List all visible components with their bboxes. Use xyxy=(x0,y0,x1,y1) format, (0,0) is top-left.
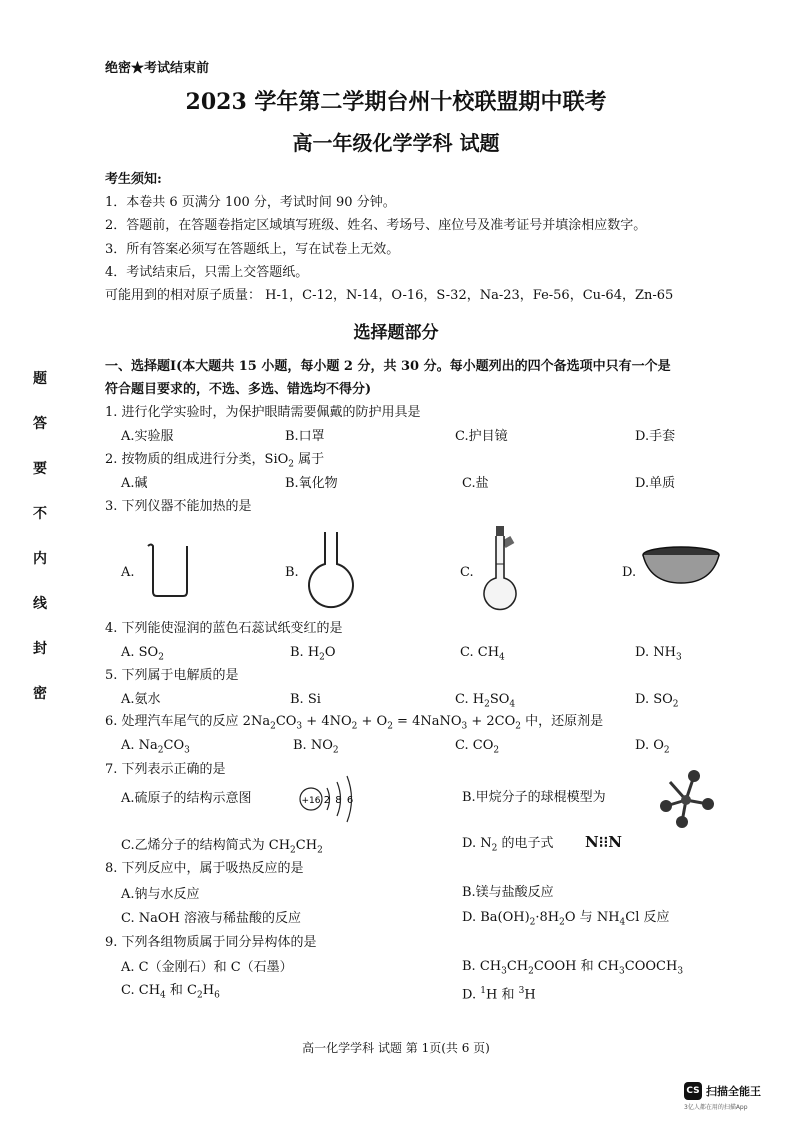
notice-heading: 考生须知: xyxy=(105,172,162,187)
option-b: B.甲烷分子的球棍模型为 xyxy=(462,790,606,805)
option-d: D.手套 xyxy=(635,429,676,444)
seal-char: 密 xyxy=(33,686,47,702)
seal-char: 封 xyxy=(33,641,47,657)
option-c: C. $CH_4$ 和 $C_2H_6$ xyxy=(121,983,220,1001)
watermark-tagline: 3亿人都在用的扫描App xyxy=(684,1104,748,1111)
round-bottom-flask-icon xyxy=(300,530,362,610)
option-a: A.实验服 xyxy=(121,429,174,444)
exam-subtitle: 高一年级化学学科 试题 xyxy=(292,131,500,155)
sulfur-atom-diagram xyxy=(295,770,365,830)
option-b: B. xyxy=(285,565,299,580)
page-footer: 高一化学学科 试题 第 1页(共 6 页) xyxy=(302,1041,490,1055)
option-a: A. C（金刚石）和 C（石墨） xyxy=(121,960,293,975)
confidential-label: 绝密★考试结束前 xyxy=(105,61,210,76)
question-stem: 6. 处理汽车尾气的反应 $2Na_2CO_3 + 4NO_2 + O_2$ = 4NaNO$_3$ + $2CO_2$ 中，还原剂是 xyxy=(105,714,604,732)
option-d: D. $N_2$ 的电子式 xyxy=(462,836,554,854)
evaporating-dish-icon xyxy=(640,545,722,587)
option-c: C. $CH_4$ xyxy=(460,645,505,663)
option-a: A.氨水 xyxy=(121,692,161,707)
seal-char: 题 xyxy=(33,371,47,387)
question-stem: 5. 下列属于电解质的是 xyxy=(105,668,239,683)
option-b: B. Si xyxy=(290,692,321,707)
option-a: A.碱 xyxy=(121,476,148,491)
atomic-masses: 可能用到的相对原子质量： H-1，C-12，N-14，O-16，S-32，Na-23，Fe-56，Cu-64，Zn-65 xyxy=(105,288,674,303)
option-a: A.钠与水反应 xyxy=(121,887,200,902)
option-a: A.硫原子的结构示意图 xyxy=(121,791,252,806)
option-d: D. $Ba(OH)_2\cdot 8H_2O$ 与 $NH_4Cl$ 反应 xyxy=(462,910,670,928)
option-b: B.镁与盐酸反应 xyxy=(462,885,554,900)
option-c: C. $H_2SO_4$ xyxy=(455,692,516,710)
option-b: B. $NO_2$ xyxy=(293,738,339,756)
option-b: B. $CH_3CH_2COOH$ 和 $CH_3COOCH_3$ xyxy=(462,959,684,977)
question-stem: 7. 下列表示正确的是 xyxy=(105,762,226,777)
question-stem: 3. 下列仪器不能加热的是 xyxy=(105,499,252,514)
option-b: B.口罩 xyxy=(285,429,325,444)
seal-char: 线 xyxy=(33,596,47,612)
option-c: C. $CO_2$ xyxy=(455,738,500,756)
camscanner-watermark xyxy=(684,1080,788,1114)
option-d: D. $NH_3$ xyxy=(635,645,682,663)
option-d: D. $^1$H 和 $^3$H xyxy=(462,986,536,1003)
nitrogen-electron-formula: N⁝⁝N xyxy=(585,833,622,851)
option-c: C.乙烯分子的结构简式为 $CH_2CH_2$ xyxy=(121,838,323,856)
exam-title: 2023 学年第二学期台州十校联盟期中联考 xyxy=(185,89,607,115)
notice-item: 3．所有答案必须写在答题纸上，写在试卷上无效。 xyxy=(105,242,400,257)
option-d: D. $O_2$ xyxy=(635,738,670,756)
option-a: A. $Na_2CO_3$ xyxy=(121,738,190,756)
question-stem: 9. 下列各组物质属于同分异构体的是 xyxy=(105,935,317,950)
question-stem: 4. 下列能使湿润的蓝色石蕊试纸变红的是 xyxy=(105,621,343,636)
option-c: C. xyxy=(460,565,474,580)
notice-item: 1．本卷共 6 页满分 100 分，考试时间 90 分钟。 xyxy=(105,195,396,210)
seal-char: 要 xyxy=(33,461,47,477)
part-one-instructions: 一、选择题I(本大题共 15 小题，每小题 2 分，共 30 分。每小题列出的四个备选项中只有一个是 xyxy=(105,359,671,374)
beaker-icon xyxy=(145,540,195,598)
option-d: D. $SO_2$ xyxy=(635,692,679,710)
option-d: D.单质 xyxy=(635,476,676,491)
nucleus-charge: +16 xyxy=(301,796,321,806)
part-one-instructions: 符合题目要求的，不选、多选、错选均不得分) xyxy=(105,382,372,397)
watermark-name: 扫描全能王 xyxy=(706,1085,761,1098)
option-c: C.盐 xyxy=(462,476,489,491)
option-a: A. xyxy=(121,565,135,580)
question-stem: 2. 按物质的组成进行分类，SiO$_2$ 属于 xyxy=(105,452,325,470)
notice-item: 2．答题前，在答题卷指定区域填写班级、姓名、考场号、座位号及准考证号并填涂相应数字。 xyxy=(105,218,647,233)
seal-char: 内 xyxy=(33,551,47,567)
notice-item: 4．考试结束后，只需上交答题纸。 xyxy=(105,265,309,280)
seal-char: 不 xyxy=(33,506,47,522)
option-b: B. $H_2O$ xyxy=(290,645,336,663)
camscanner-logo-icon: CS xyxy=(684,1082,702,1100)
seal-char: 答 xyxy=(33,416,47,432)
question-stem: 8. 下列反应中，属于吸热反应的是 xyxy=(105,861,304,876)
option-c: C. NaOH 溶液与稀盐酸的反应 xyxy=(121,911,302,926)
option-c: C.护目镜 xyxy=(455,429,508,444)
question-stem: 1. 进行化学实验时，为保护眼睛需要佩戴的防护用具是 xyxy=(105,405,421,420)
option-d: D. xyxy=(622,565,637,580)
option-a: A. $SO_2$ xyxy=(121,645,164,663)
volumetric-flask-icon xyxy=(475,524,525,614)
option-b: B.氧化物 xyxy=(285,476,338,491)
section-title: 选择题部分 xyxy=(353,323,439,343)
methane-model-icon xyxy=(652,768,722,832)
electron-shells: 2 8 6 xyxy=(323,795,355,806)
